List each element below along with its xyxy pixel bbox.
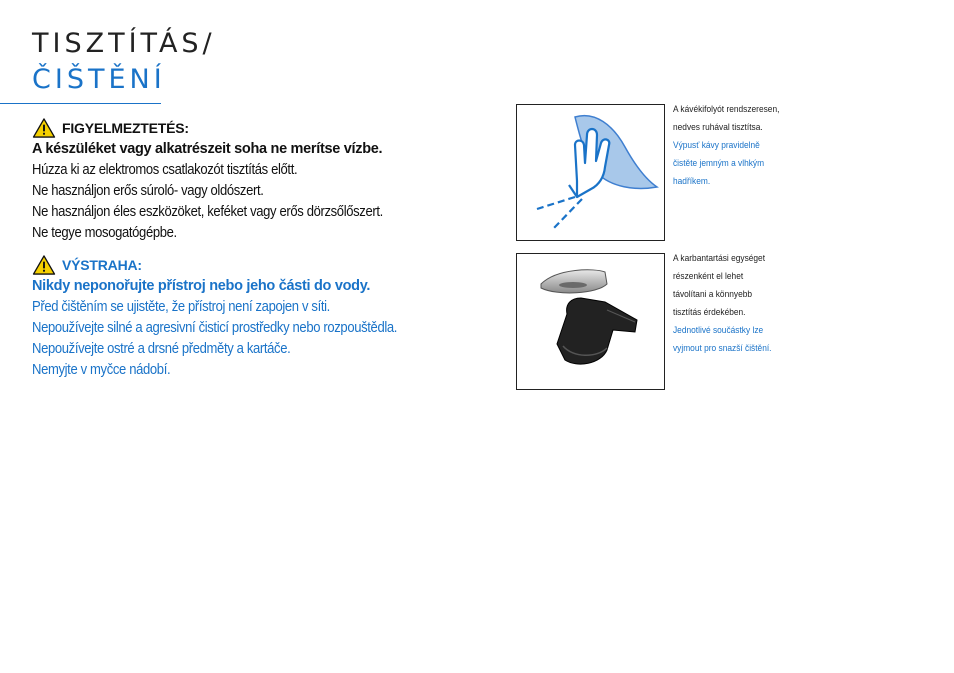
warning-line: Húzza ki az elektromos csatlakozót tisztítás előtt. [32, 162, 298, 178]
caption-line: A karbantartási egységet [673, 253, 766, 264]
figure1-caption [673, 101, 823, 191]
drip-tray-parts-icon [517, 254, 664, 389]
caption-line: vyjmout pro snazší čištění. [673, 343, 772, 354]
title-underline [0, 103, 161, 104]
caption-line: távolítani a könnyebb [673, 289, 753, 300]
warning-line: Ne használjon erős súroló- vagy oldószert. [32, 183, 264, 199]
warning-bold-line: Nikdy neponořujte přístroj nebo jeho části do vody. [32, 278, 371, 294]
warning-czech [32, 254, 502, 381]
caption-line: nedves ruhával tisztítsa. [673, 122, 763, 133]
caption-line: Výpusť kávy pravidelně [673, 140, 760, 151]
warning-line: Nemyjte v myčce nádobí. [32, 362, 171, 378]
caption-line: A kávékifolyót rendszeresen, [673, 104, 780, 115]
warning-heading-row [32, 117, 502, 139]
caption-line: hadříkem. [673, 176, 711, 187]
page-title [32, 26, 216, 98]
caption-line: tisztítás érdekében. [673, 307, 746, 318]
title-hungarian: TISZTÍTÁS/ [32, 28, 216, 59]
warning-heading: VÝSTRAHA: [62, 257, 142, 273]
maintenance-unit-illustration [516, 253, 665, 390]
caption-line: részenként el lehet [673, 271, 744, 282]
warning-hungarian [32, 117, 502, 244]
caption-line: Jednotlivé součástky lze [673, 325, 764, 336]
warning-triangle-icon [32, 255, 56, 275]
warning-line: Nepoužívejte ostré a drsné předměty a kartáče. [32, 341, 291, 357]
caption-line: čistěte jemným a vlhkým [673, 158, 765, 169]
hand-wiping-icon [517, 105, 664, 240]
warning-heading: FIGYELMEZTETÉS: [62, 120, 189, 136]
figure2-caption [673, 250, 823, 358]
warning-line: Ne tegye mosogatógépbe. [32, 225, 177, 241]
warning-line: Ne használjon éles eszközöket, keféket vagy erős dörzsőlőszert. [32, 204, 383, 220]
warning-heading-row [32, 254, 502, 276]
warning-line: Před čištěním se ujistěte, že přístroj není zapojen v síti. [32, 299, 330, 315]
warning-triangle-icon [32, 118, 56, 138]
warning-line: Nepoužívejte silné a agresivní čisticí prostředky nebo rozpouštědla. [32, 320, 398, 336]
warning-bold-line: A készüléket vagy alkatrészeit soha ne merítse vízbe. [32, 141, 383, 157]
cleaning-cloth-illustration [516, 104, 665, 241]
title-czech: ČIŠTĚNÍ [32, 64, 166, 95]
